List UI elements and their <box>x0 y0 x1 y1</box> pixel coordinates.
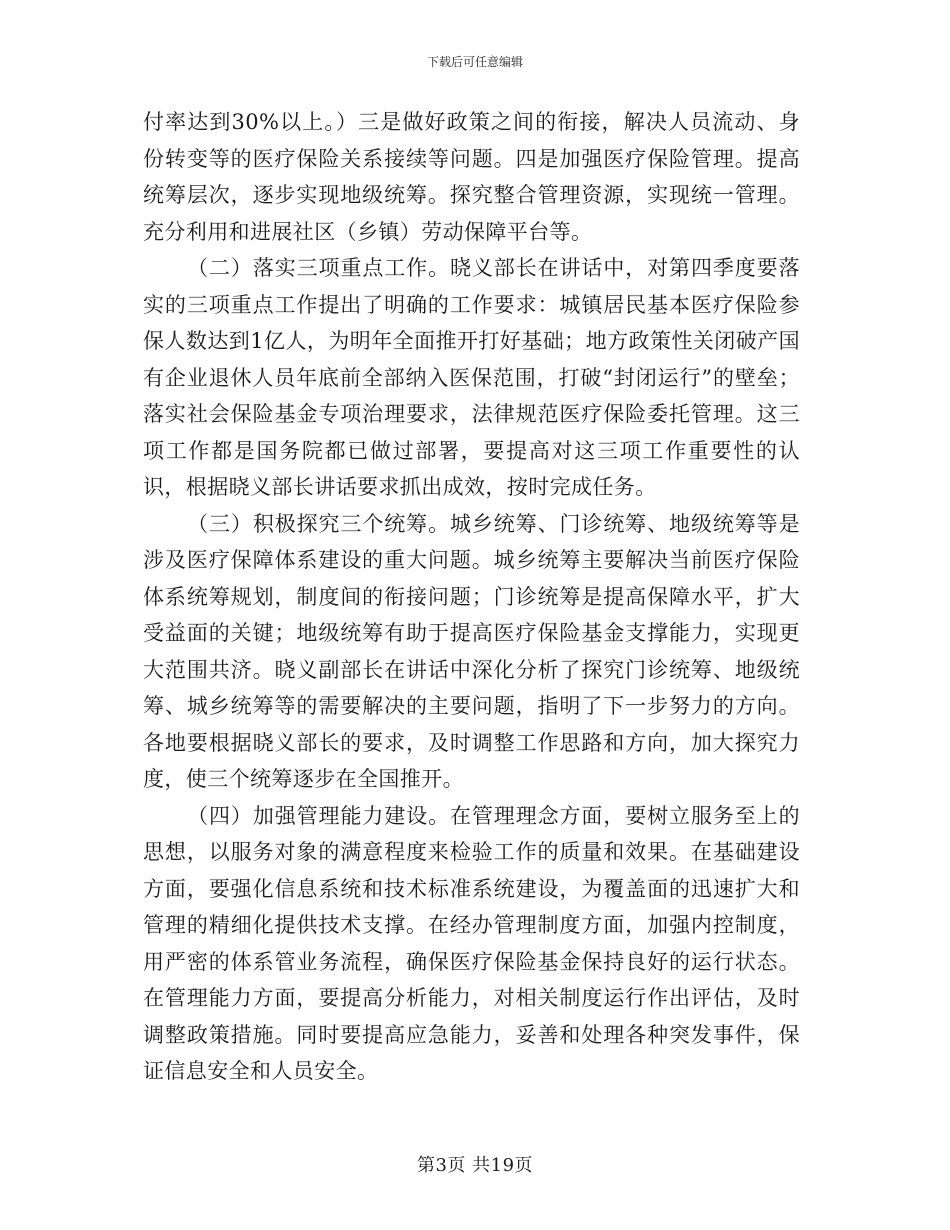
paragraph-2: （二）落实三项重点工作。晓义部长在讲话中，对第四季度要落实的三项重点工作提出了明确的工作要求：城镇居民基本医疗保险参保人数达到1亿人，为明年全面推开打好基础；地方政策性关闭破产国有企业退休人员年底前全部纳入医保范围，打破“封闭运行”的壁垒；落实社会保险基金专项治理要求，法律规范医疗保险委托管理。这三项工作都是国务院都已做过部署，要提高对这三项工作重要性的认识，根据晓义部长讲话要求抓出成效，按时完成任务。 <box>143 256 800 499</box>
footer-prefix: 第 <box>416 1155 436 1176</box>
page-footer <box>0 1154 950 1178</box>
document-body <box>143 104 800 1090</box>
footer-middle: 页 共 <box>447 1155 491 1176</box>
paragraph-3: （三）积极探究三个统筹。城乡统筹、门诊统筹、地级统筹等是涉及医疗保障体系建设的重大问题。城乡统筹主要解决当前医疗保险体系统筹规划，制度间的衔接问题；门诊统筹是提高保障水平，扩大受益面的关键；地级统筹有助于提高医疗保险基金支撑能力，实现更大范围共济。晓义副部长在讲话中深化分析了探究门诊统筹、地级统筹、城乡统筹等的需要解决的主要问题，指明了下一步努力的方向。各地要根据晓义部长的要求，及时调整工作思路和方向，加大探究力度，使三个统筹逐步在全国推开。 <box>143 511 800 791</box>
page-header: 下载后可任意编辑 <box>426 55 523 69</box>
paragraph-4: （四）加强管理能力建设。在管理理念方面，要树立服务至上的思想，以服务对象的满意程度来检验工作的质量和效果。在基础建设方面，要强化信息系统和技术标准系统建设，为覆盖面的迅速扩大和管理的精细化提供技术支撑。在经办管理制度方面，加强内控制度，用严密的体系管业务流程，确保医疗保险基金保持良好的运行状态。在管理能力方面，要提高分析能力，对相关制度运行作出评估，及时调整政策措施。同时要提高应急能力，妥善和处理各种突发事件，保证信息安全和人员安全。 <box>143 803 800 1083</box>
footer-suffix: 页 <box>514 1155 534 1176</box>
footer-total-pages: 19 <box>490 1155 515 1176</box>
footer-page-number: 3 <box>435 1155 448 1176</box>
paragraph-1: 付率达到30%以上。）三是做好政策之间的衔接，解决人员流动、身份转变等的医疗保险关系接续等问题。四是加强医疗保险管理。提高统筹层次，逐步实现地级统筹。探究整合管理资源，实现统一管理。充分利用和进展社区（乡镇）劳动保障平台等。 <box>143 110 800 244</box>
